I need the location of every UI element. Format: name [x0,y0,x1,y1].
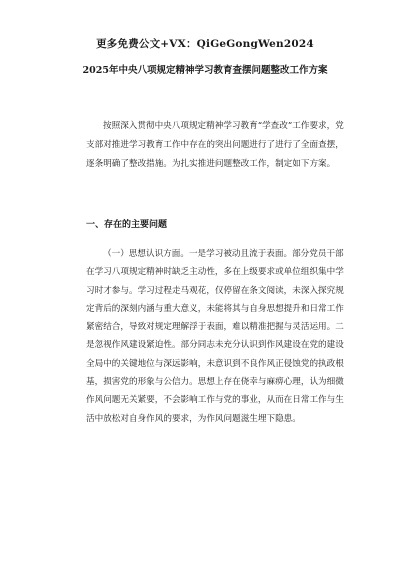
section-heading: 一、存在的主要问题 [86,220,168,230]
header-note: 更多免费公文+VX：QiGeGongWen2024 [96,38,314,50]
document-title: 2025年中央八项规定精神学习教育查摆问题整改工作方案 [82,65,328,76]
body-paragraph: （一）思想认识方面。一是学习被动且流于表面。部分党员干部在学习八项规定精神时缺乏主动性，多在上级要求或单位组织集中学习时才参与。学习过程走马观花，仅停留在条文阅读，未深入探究规定背后的深刻内涵与重大意义，未能将其与自身思想提升和日常工作紧密结合，导致对规定理解浮于表面，难以精准把握与灵活运用。二是忽视作风建设紧迫性。部分同志未充分认识到作风建设在党的建设全局中的关键地位与深远影响，未意识到不良作风正侵蚀党的执政根基，损害党的形象与公信力。思想上存在侥幸与麻痹心理，认为细微作风问题无关紧要，不会影响工作与党的事业，从而在日常工作与生活中放松对自身作风的要求，为作风问题滋生埋下隐患。 [86,249,344,424]
intro-paragraph: 按照深入贯彻中央八项规定精神学习教育“学查改”工作要求，党支部对推进学习教育工作中存在的突出问题进行了进行了全面查摆，逐条明确了整改措施。为扎实推进问题整改工作，制定如下方案。 [86,121,344,169]
